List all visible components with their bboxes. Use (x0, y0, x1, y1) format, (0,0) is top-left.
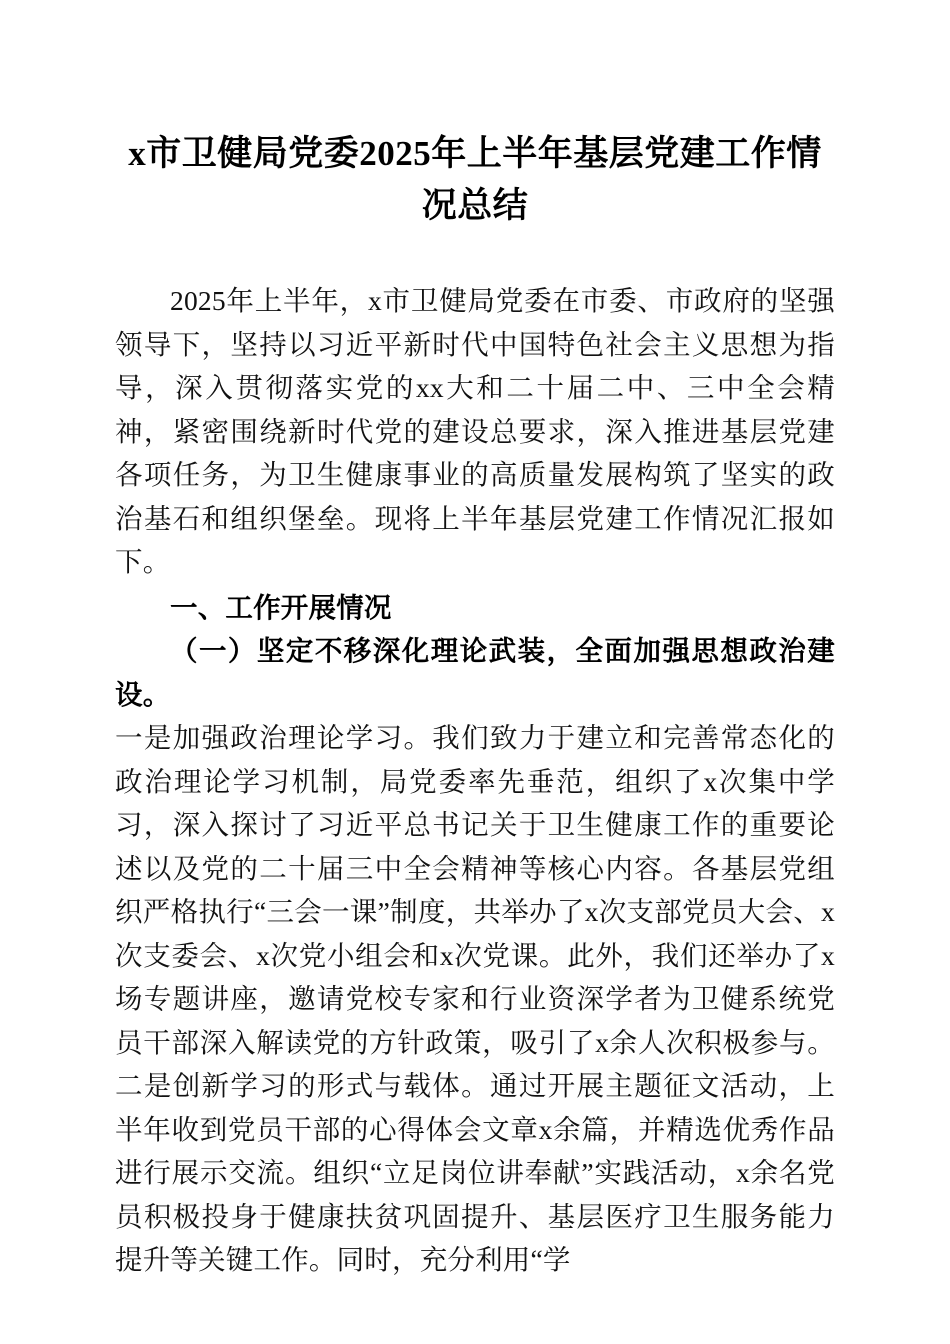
document-content-column (115, 0, 835, 1282)
paragraph-theory-study-detail: 一是加强政治理论学习。我们致力于建立和完善常态化的政治理论学习机制，局党委率先垂范，组织了x次集中学习，深入探讨了习近平总书记关于卫生健康工作的重要论述以及党的二十届三中全会精神等核心内容。各基层党组织严格执行“三会一课”制度，共举办了x次支部党员大会、x次支委会、x次党小组会和x次党课。此外，我们还举办了x场专题讲座，邀请党校专家和行业资深学者为卫健系统党员干部深入解读党的方针政策，吸引了x余人次积极参与。二是创新学习的形式与载体。通过开展主题征文活动，上半年收到党员干部的心得体会文章x余篇，并精选优秀作品进行展示交流。组织“立足岗位讲奉献”实践活动，x余名党员积极投身于健康扶贫巩固提升、基层医疗卫生服务能力提升等关键工作。同时，充分利用“学 (115, 722, 835, 1275)
document-title: x市卫健局党委2025年上半年基层党建工作情况总结 (128, 134, 822, 225)
section-heading-work-progress: 一、工作开展情况 (170, 591, 392, 623)
subheading-theory-study: （一）坚定不移深化理论武装，全面加强思想政治建设。 (115, 635, 835, 710)
paragraph-intro: 2025年上半年，x市卫健局党委在市委、市政府的坚强领导下，坚持以习近平新时代中国特色社会主义思想为指导，深入贯彻落实党的xx大和二十届二中、三中全会精神，紧密围绕新时代党的建设总要求，深入推进基层党建各项任务，为卫生健康事业的高质量发展构筑了坚实的政治基石和组织堡垒。现将上半年基层党建工作情况汇报如下。 (115, 285, 835, 577)
